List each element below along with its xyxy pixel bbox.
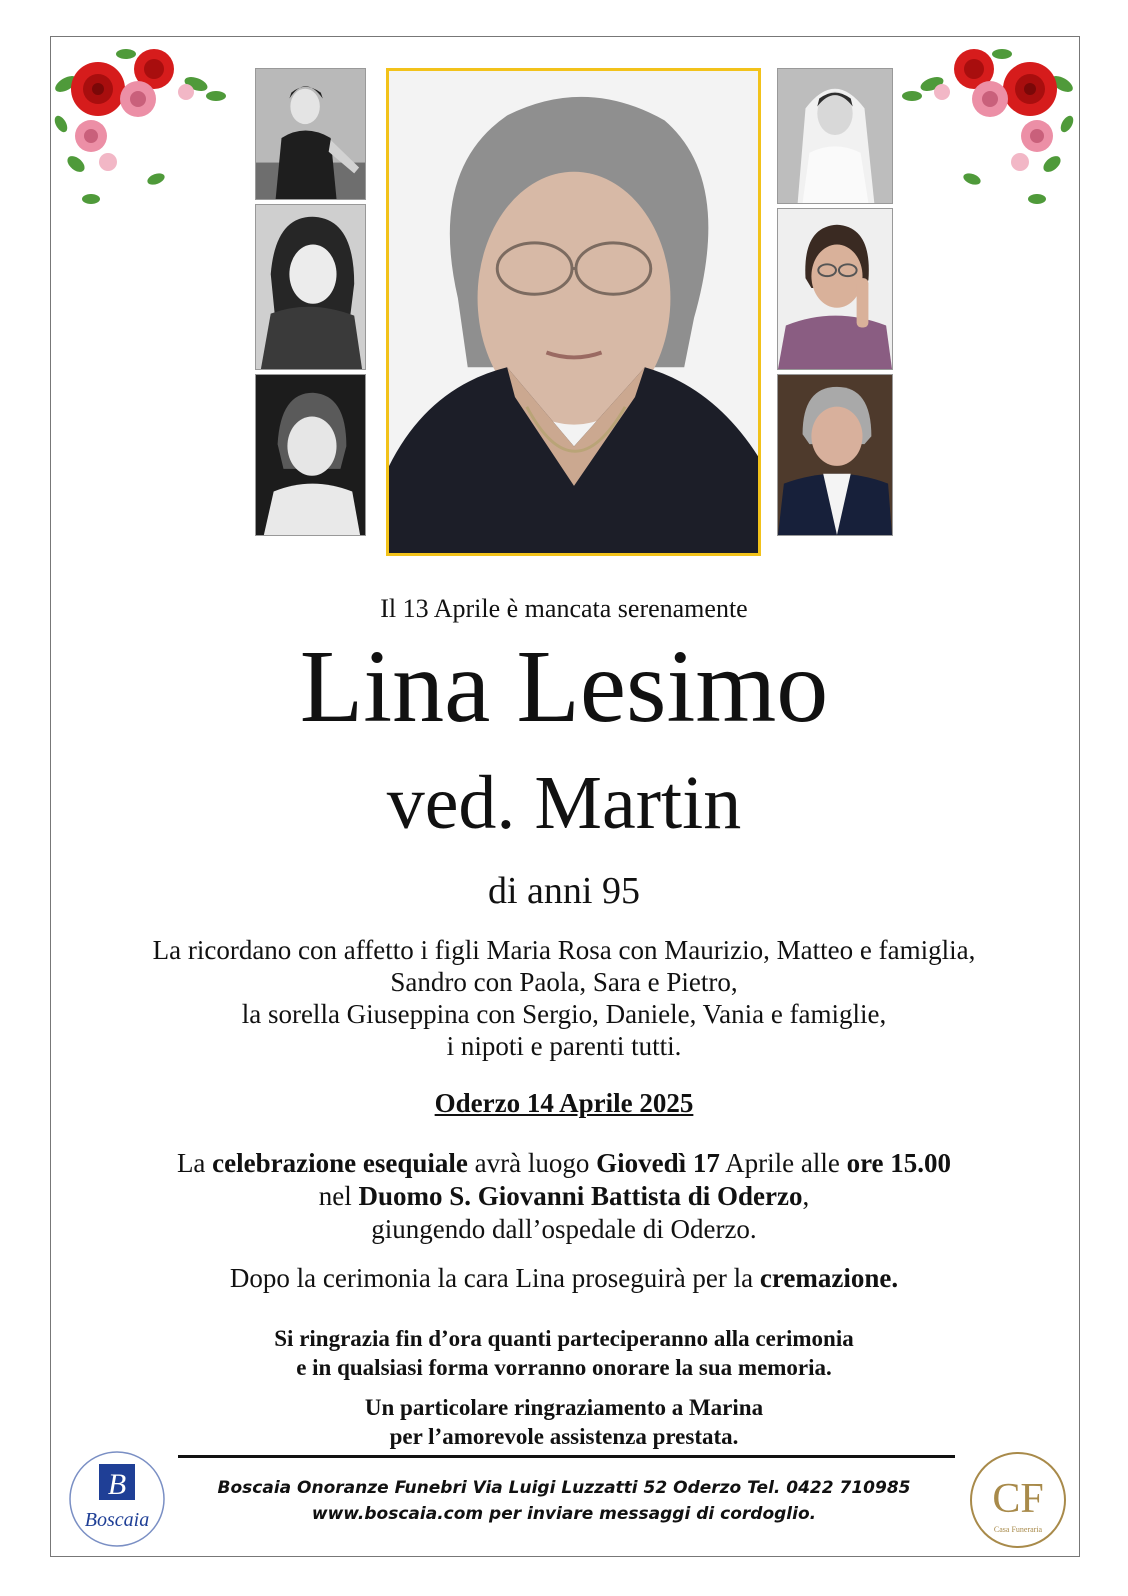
age-text: di anni 95 <box>488 870 640 912</box>
funeral-line-2: nel Duomo S. Giovanni Battista di Oderzo, <box>318 1181 810 1211</box>
thanks-line: Un particolare ringraziamento a Marina <box>364 1395 764 1420</box>
rose-bouquet-top-right <box>902 44 1082 214</box>
boscaia-logo <box>68 1450 166 1548</box>
cf-monogram: CF <box>992 1476 1044 1522</box>
family-line: La ricordano con affetto i figli Maria Rosa con Maurizio, Matteo e famiglia, <box>152 935 976 965</box>
photo-elderly-woman-smiling <box>777 374 893 536</box>
cremation-note: Dopo la cerimonia la cara Lina proseguirà per la cremazione. <box>229 1263 899 1293</box>
footer-text <box>0 1475 1128 1527</box>
cf-wordmark: Casa Funeraria <box>993 1525 1043 1534</box>
funeral-line-1: La celebrazione esequiale avrà luogo Giovedì 17 Aprile alle ore 15.00 <box>176 1148 952 1178</box>
photo-woman-glasses <box>777 208 893 370</box>
intro-text: Il 13 Aprile è mancata serenamente <box>380 594 748 623</box>
family-line: Sandro con Paola, Sara e Pietro, <box>390 967 738 997</box>
place-date <box>0 1088 1128 1119</box>
casa-funeraria-logo <box>968 1450 1068 1550</box>
thanks-block <box>0 1324 1128 1382</box>
footer-divider <box>178 1455 955 1458</box>
special-thanks-block <box>0 1393 1128 1451</box>
thanks-line: per l’amorevole assistenza prestata. <box>389 1424 739 1449</box>
footer-website: www.boscaia.com per inviare messaggi di cordoglio. <box>311 1504 817 1524</box>
place-date-text: Oderzo 14 Aprile 2025 <box>434 1088 694 1118</box>
thanks-line: e in qualsiasi forma vorranno onorare la sua memoria. <box>296 1355 832 1380</box>
married-name: ved. Martin <box>386 761 742 845</box>
family-line: i nipoti e parenti tutti. <box>446 1031 682 1061</box>
photo-young-woman-portrait <box>255 204 366 370</box>
boscaia-monogram: B <box>107 1468 127 1501</box>
thanks-line: Si ringrazia fin d’ora quanti parteciperanno alla cerimonia <box>274 1326 854 1351</box>
photo-child-portrait <box>255 374 366 536</box>
photo-young-woman-outdoors <box>255 68 366 200</box>
rose-bouquet-top-left <box>46 44 226 214</box>
funeral-line-3: giungendo dall’ospedale di Oderzo. <box>371 1214 757 1244</box>
footer-address: Boscaia Onoranze Funebri Via Luigi Luzzatti 52 Oderzo Tel. 0422 710985 <box>217 1478 911 1498</box>
funeral-details <box>0 1147 1128 1246</box>
boscaia-wordmark: Boscaia <box>84 1509 150 1531</box>
photo-bride <box>777 68 893 204</box>
main-portrait-photo <box>386 68 761 556</box>
family-list <box>0 934 1128 1062</box>
deceased-name: Lina Lesimo <box>299 629 829 744</box>
family-line: la sorella Giuseppina con Sergio, Daniele, Vania e famiglie, <box>241 999 887 1029</box>
